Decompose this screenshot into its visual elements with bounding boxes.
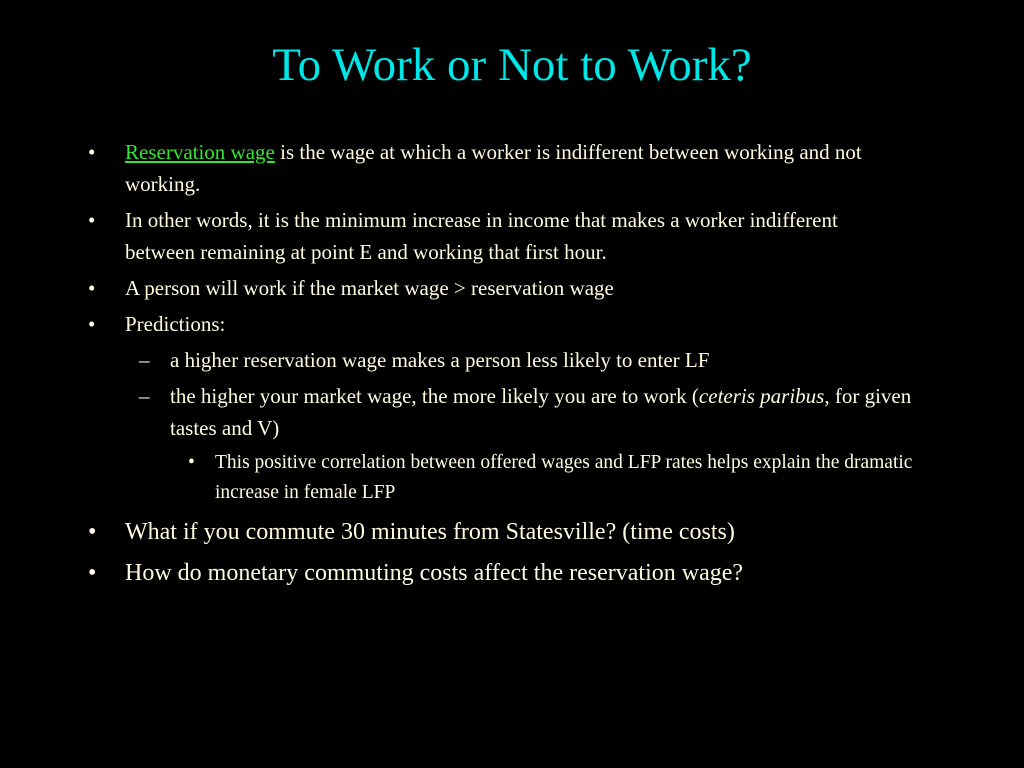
- subbullet-text: the higher your market wage, the more likely you are to work (: [170, 384, 699, 408]
- dash-marker: –: [139, 384, 150, 408]
- bullet-predictions: [0, 308, 1024, 340]
- bullet-text: A person will work if the market wage > reservation wage: [125, 276, 614, 300]
- subbullet-higher-market-wage: [0, 380, 1024, 444]
- bullet-reservation-wage: [0, 136, 1024, 200]
- bullet-marker: •: [88, 560, 97, 586]
- subbullet-text-end: , for given tastes and V): [170, 384, 912, 440]
- bullet-marker: •: [188, 452, 195, 473]
- bullet-commute-statesville: [0, 514, 1024, 550]
- reservation-wage-link[interactable]: Reservation wage: [125, 140, 275, 164]
- bullet-in-other-words: [0, 204, 1024, 268]
- bullet-monetary-commuting-costs: [0, 555, 1024, 591]
- bullet-marker: •: [88, 312, 96, 336]
- subbullet-text: a higher reservation wage makes a person less likely to enter LF: [170, 348, 710, 372]
- dash-marker: –: [139, 348, 150, 372]
- bullet-text: In other words, it is the minimum increase in income that makes a worker indifferent between remaining at point E and working that first hour.: [125, 208, 838, 264]
- bullet-text: Predictions:: [125, 312, 226, 336]
- bullet-marker: •: [88, 208, 96, 232]
- subsubbullet-positive-correlation: [0, 448, 1024, 508]
- bullet-text: How do monetary commuting costs affect the reservation wage?: [125, 560, 744, 586]
- ceteris-paribus-text: ceteris paribus: [698, 384, 825, 408]
- bullet-marker: •: [88, 276, 96, 300]
- bullet-person-will-work: [0, 272, 1024, 304]
- subsubbullet-text: This positive correlation between offered wages and LFP rates helps explain the dramatic increase in female LFP: [215, 452, 913, 503]
- slide-title: To Work or Not to Work?: [272, 39, 752, 91]
- bullet-marker: •: [88, 140, 96, 164]
- bullet-text: is the wage at which a worker is indifferent between working and not working.: [125, 140, 862, 196]
- bullet-text: What if you commute 30 minutes from Statesville? (time costs): [125, 519, 735, 545]
- slide-content: [0, 136, 1024, 596]
- subbullet-higher-reservation-wage: [0, 344, 1024, 376]
- bullet-marker: •: [88, 519, 97, 545]
